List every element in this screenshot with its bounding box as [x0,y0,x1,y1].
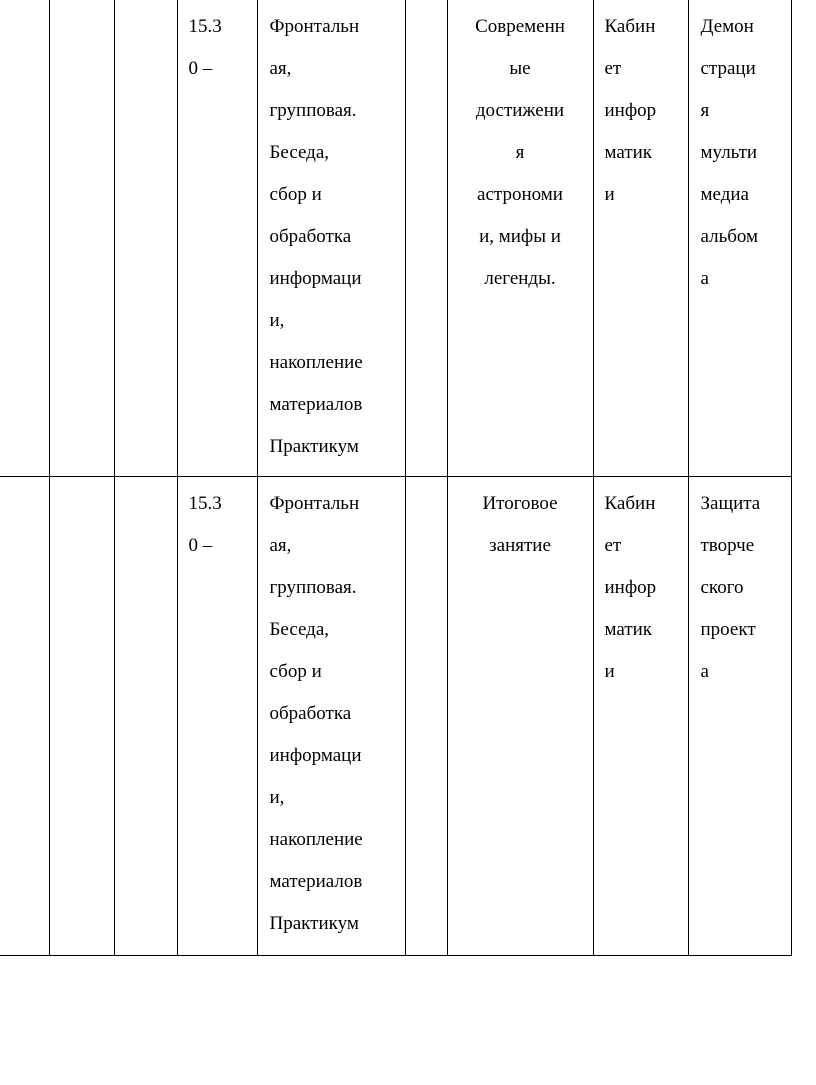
control-form-cell [688,477,791,956]
cell-text-line: страци [700,58,756,79]
cell-text-line: ая, [269,58,292,79]
cell-text-line: и [604,661,615,682]
cell-text-line: ые [509,58,531,79]
date-cell [114,477,177,956]
cell-text-line: Практикум [269,436,359,457]
table-row [0,477,791,956]
month-cell [49,477,114,956]
cell-text-line: групповая. [269,577,357,598]
cell-text-line: достижени [475,100,565,121]
cell-text-line: занятие [489,535,551,556]
cell-text-line: информаци [269,268,362,289]
cell-text-line: накопление [269,829,363,850]
lesson-form-cell [257,477,405,956]
cell-text-line: астрономи [477,184,563,205]
cell-text-line: ая, [269,535,292,556]
cell-text-line: творче [700,535,755,556]
cell-text-line: инфор [604,100,657,121]
cell-text-line: сбор и [269,184,322,205]
place-cell [593,477,688,956]
hours-cell [405,0,447,477]
cell-text-line: Современн [475,16,565,37]
cell-text-line: и, [269,310,285,331]
cell-text-line: материалов [269,394,363,415]
date-cell [114,0,177,477]
cell-text-line: проект [700,619,756,640]
cell-text-line: Итоговое [482,493,558,514]
cell-text-line: я [515,142,525,163]
cell-text-line: и [604,184,615,205]
cell-text-line: Фронтальн [269,16,360,37]
cell-text-line: Беседа, [269,142,330,163]
cell-text-line: легенды. [484,268,556,289]
cell-text-line: накопление [269,352,363,373]
cell-text-line: обработка [269,226,352,247]
cell-text-line: материалов [269,871,363,892]
cell-text-line: мульти [700,142,758,163]
cell-text-line: обработка [269,703,352,724]
cell-text-line: сбор и [269,661,322,682]
cell-text-line: альбом [700,226,759,247]
number-cell [0,477,49,956]
cell-text-line: и, [269,787,285,808]
cell-text-line: Беседа, [269,619,330,640]
cell-text-line: 0 – [188,535,213,556]
hours-cell [405,477,447,956]
place-cell [593,0,688,477]
cell-text-line: а [700,661,709,682]
cell-text-line: Фронтальн [269,493,360,514]
cell-text-line: 0 – [188,58,213,79]
cell-text-line: я [700,100,710,121]
cell-text-line: информаци [269,745,362,766]
cell-text-line: Кабин [604,493,656,514]
cell-text-line: ского [700,577,744,598]
cell-text-line: Кабин [604,16,656,37]
topic-cell [447,0,593,477]
control-form-cell [688,0,791,477]
cell-text-line: ет [604,535,622,556]
table-row [0,0,791,477]
cell-text-line: матик [604,619,653,640]
cell-text-line: медиа [700,184,749,205]
cell-text-line: групповая. [269,100,357,121]
time-cell [177,0,257,477]
time-cell [177,477,257,956]
cell-text-line: а [700,268,709,289]
cell-text-line: Практикум [269,913,359,934]
cell-text-line: 15.3 [188,16,222,37]
cell-text-line: Защита [700,493,761,514]
cell-text-line: Демон [700,16,754,37]
cell-text-line: матик [604,142,653,163]
lesson-form-cell [257,0,405,477]
month-cell [49,0,114,477]
number-cell [0,0,49,477]
topic-cell [447,477,593,956]
cell-text-line: инфор [604,577,657,598]
cell-text-line: 15.3 [188,493,222,514]
cell-text-line: ет [604,58,622,79]
cell-text-line: и, мифы и [479,226,561,247]
